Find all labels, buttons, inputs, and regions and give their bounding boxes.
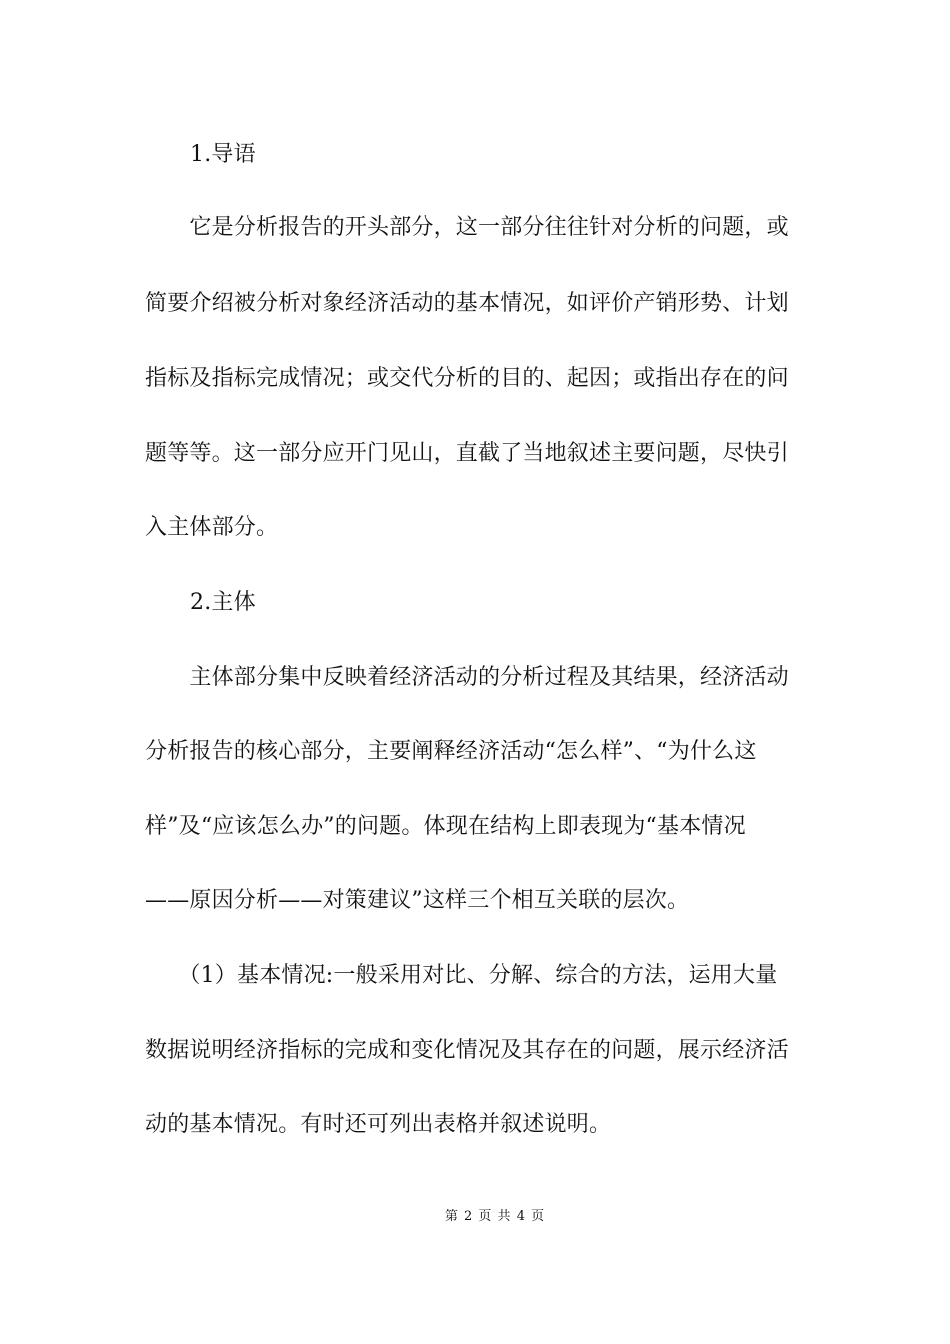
section-heading-body: 2.主体 [190,590,256,615]
paragraph-line: 它是分析报告的开头部分，这一部分往往针对分析的问题，或 [145,215,789,240]
paragraph-line: 数据说明经济指标的完成和变化情况及其存在的问题，展示经济活 [145,1038,789,1063]
section-heading-intro: 1.导语 [190,142,256,167]
paragraph-line: ——原因分析——对策建议”这样三个相互关联的层次。 [145,888,690,913]
paragraph-line: 分析报告的核心部分，主要阐释经济活动“怎么样”、“为什么这 [145,739,757,764]
paragraph-line: 样”及“应该怎么办”的问题。体现在结构上即表现为“基本情况 [145,814,746,839]
paragraph-line: （1）基本情况:一般采用对比、分解、综合的方法，运用大量 [145,963,778,988]
paragraph-line: 主体部分集中反映着经济活动的分析过程及其结果，经济活动 [145,665,789,690]
paragraph-line: 指标及指标完成情况；或交代分析的目的、起因；或指出存在的问 [145,366,789,391]
paragraph-line: 题等等。这一部分应开门见山，直截了当地叙述主要问题，尽快引 [145,441,789,466]
paragraph-line: 简要介绍被分析对象经济活动的基本情况，如评价产销形势、计划 [145,291,789,316]
paragraph-line: 动的基本情况。有时还可列出表格并叙述说明。 [145,1112,612,1137]
page-number-footer: 第 2 页 共 4 页 [444,1209,546,1224]
paragraph-line: 入主体部分。 [145,515,279,540]
